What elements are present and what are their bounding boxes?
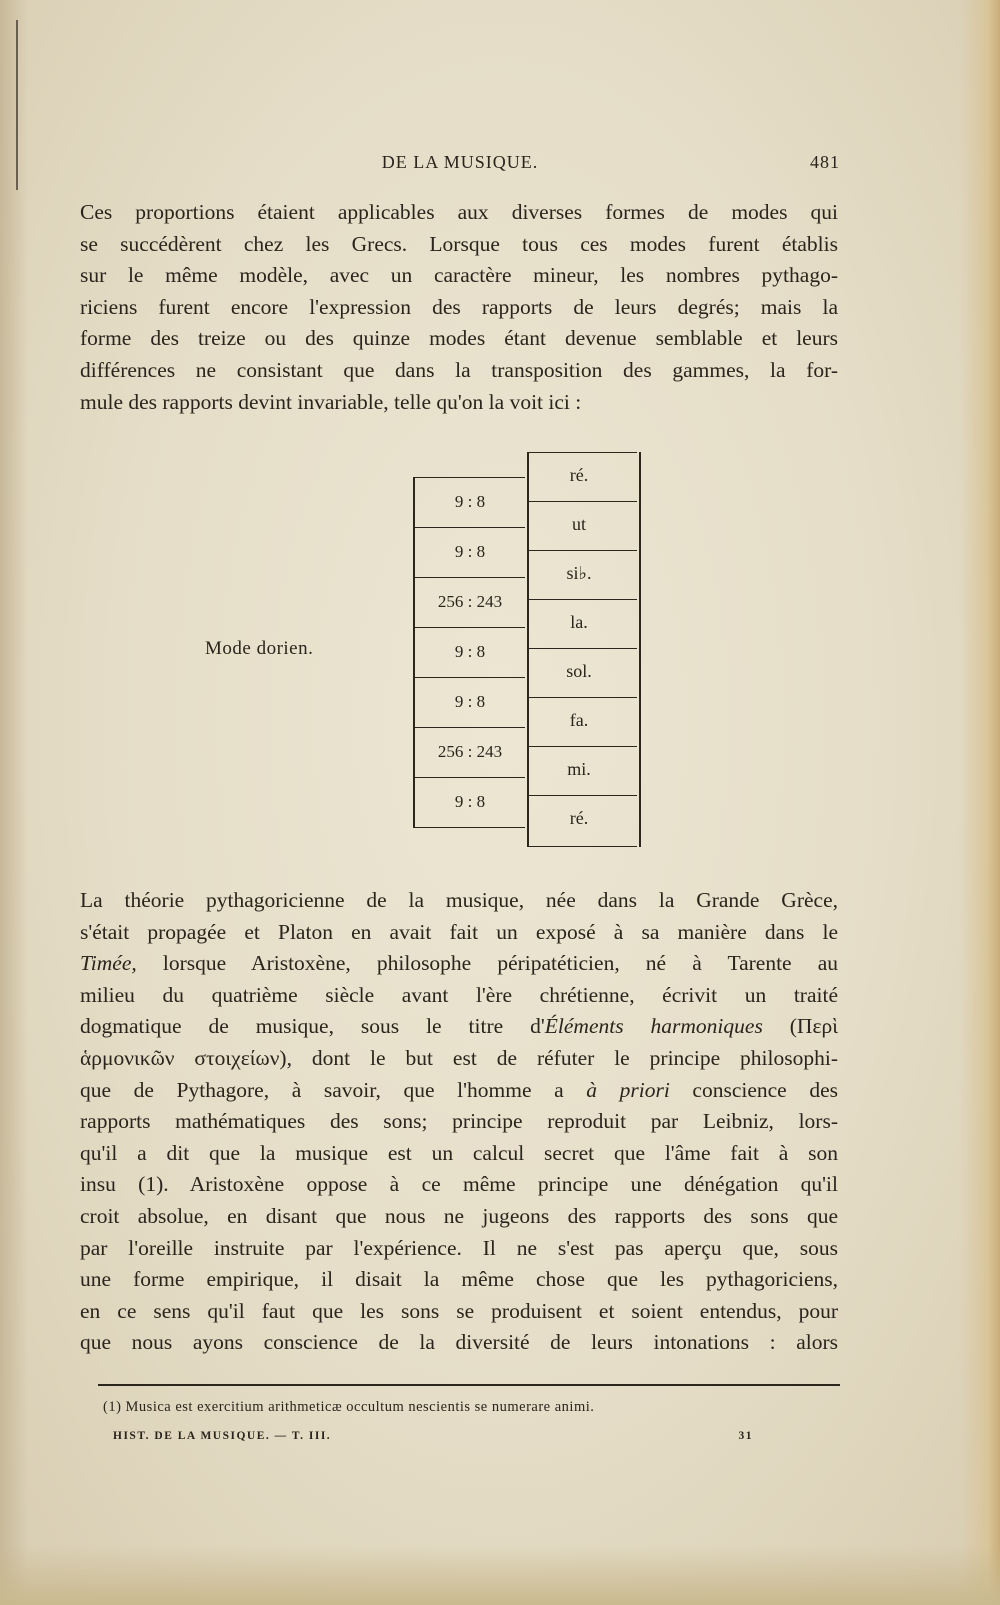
mode-label: Mode dorien. — [205, 638, 314, 659]
footnote: (1) Musica est exercitium arithmeticæ occultum nescientis se numerare animi. — [103, 1399, 595, 1415]
signature-line — [113, 1430, 753, 1442]
text-line: ἁρμονικῶν στοιχείων), dont le but est de réfuter le principe philosophi- — [80, 1045, 838, 1070]
note-text: si♭. — [566, 563, 592, 583]
signature-number: 31 — [738, 1430, 753, 1442]
text-line — [80, 948, 838, 980]
page-header — [80, 152, 840, 178]
note-cell — [529, 501, 637, 551]
text-run: (Περὶ — [762, 1014, 838, 1039]
text-run: que de Pythagore, à savoir, que l'homme a — [80, 1077, 587, 1102]
ratio-text: 256 : 243 — [437, 742, 503, 761]
note-bottom-rule — [529, 846, 637, 847]
footnote-rule — [98, 1384, 840, 1386]
ratio-text: 9 : 8 — [454, 642, 486, 661]
ratio-cell — [415, 477, 525, 527]
ratio-cell — [415, 627, 525, 677]
text-line — [80, 1011, 838, 1043]
note-text: la. — [570, 612, 588, 632]
text-run: dogmatique de musique, sous le titre d' — [80, 1014, 545, 1039]
page-edge-right — [960, 0, 1000, 1605]
ratio-cell — [415, 777, 525, 827]
note-text: ré. — [569, 808, 589, 828]
text-line: se succédèrent chez les Grecs. Lorsque tous ces modes furent établis — [80, 231, 838, 256]
text-line: croit absolue, en disant que nous ne jugeons des rapports des sons que — [80, 1203, 838, 1228]
ratio-text: 256 : 243 — [437, 592, 503, 611]
note-text: sol. — [566, 661, 592, 681]
note-text: ré. — [569, 465, 589, 485]
gutter-mark — [16, 20, 18, 190]
text-line: en ce sens qu'il faut que les sons se produisent et soient entendus, pour — [80, 1298, 838, 1323]
page-shadow-left — [0, 0, 28, 1605]
text-line: insu (1). Aristoxène oppose à ce même principe une dénégation qu'il — [80, 1172, 838, 1197]
italic-a-priori: à priori — [586, 1077, 670, 1102]
ratio-text: 9 : 8 — [454, 792, 486, 811]
text-line: par l'oreille instruite par l'expérience. Il ne s'est pas aperçu que, sous — [80, 1235, 838, 1260]
text-run: lorsque Aristoxène, philosophe péripatéticien, né à Tarente au — [136, 951, 838, 976]
paragraph-proportions — [80, 197, 838, 418]
running-title: DE LA MUSIQUE. — [381, 152, 539, 172]
ratio-text: 9 : 8 — [454, 492, 486, 511]
text-line: La théorie pythagoricienne de la musique, née dans la Grande Grèce, — [80, 888, 838, 912]
note-cell — [529, 746, 637, 796]
note-cell — [529, 795, 637, 845]
note-cell — [529, 648, 637, 698]
text-line: différences ne consistant que dans la transposition des gammes, la for- — [80, 357, 838, 382]
text-line: rapports mathématiques des sons; principe reproduit par Leibniz, lors- — [80, 1109, 838, 1134]
italic-title-elements: Éléments harmoniques — [544, 1014, 763, 1039]
ratio-cell — [415, 727, 525, 777]
text-line: milieu du quatrième siècle avant l'ère chrétienne, écrivit un traité — [80, 982, 838, 1007]
italic-title-timee: Timée, — [80, 951, 137, 976]
text-line: s'était propagée et Platon en avait fait un exposé à sa manière dans le — [80, 919, 838, 944]
note-text: mi. — [567, 759, 591, 779]
paragraph-aristoxenus — [80, 885, 838, 1359]
note-text: fa. — [569, 710, 589, 730]
text-line: Ces proportions étaient applicables aux diverses formes de modes qui — [80, 200, 838, 224]
ratio-text: 9 : 8 — [454, 542, 486, 561]
text-line: sur le même modèle, avec un caractère mineur, les nombres pythago- — [80, 263, 838, 288]
note-text: ut — [571, 514, 586, 534]
ratio-text: 9 : 8 — [454, 692, 486, 711]
note-cell — [529, 599, 637, 649]
text-line: mule des rapports devint invariable, telle qu'on la voit ici : — [80, 389, 582, 414]
text-line: qu'il a dit que la musique est un calcul secret que l'âme fait à son — [80, 1140, 838, 1165]
ratio-bottom-rule — [415, 827, 525, 828]
page-edge-bottom — [0, 1545, 1000, 1605]
page-number: 481 — [810, 152, 840, 172]
interval-ratio-column — [413, 477, 525, 828]
text-line: une forme empirique, il disait la même chose que les pythagoriciens, — [80, 1267, 838, 1292]
text-line: riciens furent encore l'expression des rapports de leurs degrés; mais la — [80, 294, 838, 319]
signature-left: HIST. DE LA MUSIQUE. — T. III. — [113, 1430, 332, 1442]
ratio-cell — [415, 577, 525, 627]
note-cell — [529, 697, 637, 747]
note-name-column — [527, 452, 641, 847]
text-line: que nous ayons conscience de la diversité de leurs intonations : alors — [80, 1330, 838, 1355]
text-run: conscience des — [669, 1077, 838, 1102]
ratio-cell — [415, 677, 525, 727]
text-line: forme des treize ou des quinze modes étant devenue semblable et leurs — [80, 326, 838, 351]
ratio-cell — [415, 527, 525, 577]
note-cell — [529, 550, 637, 600]
text-line — [80, 1075, 838, 1107]
note-cell — [529, 452, 637, 502]
